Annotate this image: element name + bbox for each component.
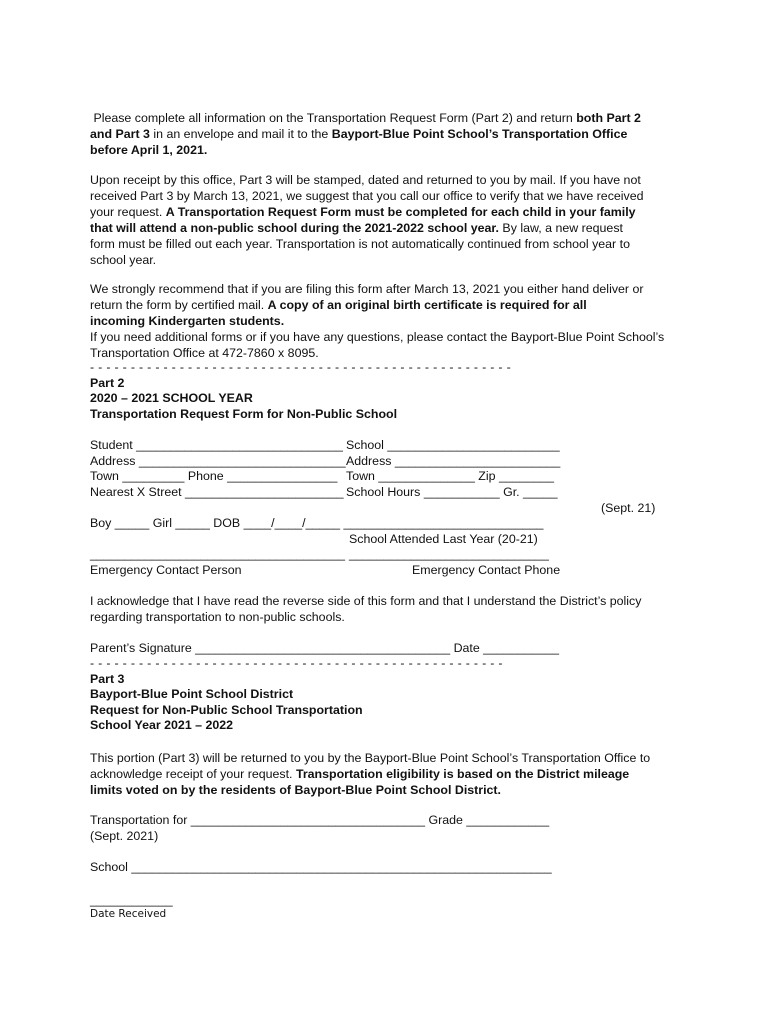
text-line <box>90 236 644 252</box>
part3-title: Request for Non-Public School Transportation <box>90 703 363 717</box>
text-line <box>90 172 644 188</box>
emergency-phone-label: Emergency Contact Phone <box>412 563 561 577</box>
text-line <box>90 281 664 297</box>
part3-heading: Part 3 <box>90 672 125 686</box>
text-run: school year. <box>90 253 157 267</box>
text-line <box>90 766 650 782</box>
student-field[interactable]: Student ______________________________ <box>90 438 343 452</box>
emergency-person-label: Emergency Contact Person <box>90 563 242 577</box>
text-line <box>90 188 644 204</box>
part2-heading: Part 2 <box>90 376 125 390</box>
emergency-person-field[interactable]: _____________________________________ <box>90 547 345 561</box>
acknowledgement-line-2: regarding transportation to non-public schools. <box>90 610 345 624</box>
divider-part2: - - - - - - - - - - - - - - - - - - - - - - - - - - - - - - - - - - - - - - - - - - - - - - - - - - - - <box>90 360 512 374</box>
text-run: This portion (Part 3) will be returned to you by the Bayport-Blue Point School’s Transportation Office to <box>90 751 651 765</box>
part3-sept-note: (Sept. 2021) <box>90 829 159 843</box>
text-run: Transportation Office at 472-7860 x 8095. <box>90 346 319 360</box>
part3-district: Bayport-Blue Point School District <box>90 687 294 701</box>
town-phone-field[interactable]: Town _________ Phone ________________ <box>90 469 338 483</box>
text-line <box>90 126 641 142</box>
text-run: received Part 3 by March 13, 2021, we suggest that you call our office to verify that we have received <box>90 189 644 203</box>
text-line <box>90 313 664 329</box>
nearest-street-field[interactable]: Nearest X Street _______________________ <box>90 485 344 499</box>
text-run: form must be filled out each year. Transportation is not automatically continued from school year to <box>90 237 630 251</box>
text-run: return the form by certified mail. <box>90 298 268 312</box>
intro-paragraph-3 <box>90 281 664 361</box>
transportation-for-field[interactable]: Transportation for __________________________________ Grade ____________ <box>90 813 550 827</box>
school-hours-grade-field[interactable]: School Hours ___________ Gr. _____ <box>346 485 558 499</box>
text-line <box>90 252 644 268</box>
bold-text: A Transportation Request Form must be completed for each child in your family <box>165 205 636 219</box>
text-run: If you need additional forms or if you have any questions, please contact the Bayport-Blue Point School’s <box>90 330 665 344</box>
school-field[interactable]: School _________________________ <box>346 438 560 452</box>
school-town-zip-field[interactable]: Town ______________ Zip ________ <box>346 469 555 483</box>
sept-note: (Sept. 21) <box>601 501 656 515</box>
boy-girl-dob-field[interactable]: Boy _____ Girl _____ DOB ____/____/_____ _____________________________ <box>90 516 544 530</box>
part3-school-field[interactable]: School _____________________________________________________________ <box>90 860 552 874</box>
acknowledgement-line-1: I acknowledge that I have read the reverse side of this form and that I understand the District’s policy <box>90 594 642 608</box>
bold-text: before April 1, 2021. <box>90 143 208 157</box>
text-run: acknowledge receipt of your request. <box>90 767 296 781</box>
part3-school-year: School Year 2021 – 2022 <box>90 718 234 732</box>
bold-text: both Part 2 <box>576 111 641 125</box>
text-line <box>90 297 664 313</box>
text-run: your request. <box>90 205 166 219</box>
date-received-label: Date Received <box>90 908 167 920</box>
text-line <box>90 142 641 158</box>
text-line <box>90 750 650 766</box>
text-line <box>90 329 664 345</box>
parent-signature-field[interactable]: Parent’s Signature _____________________________________ Date ___________ <box>90 641 559 655</box>
date-received-line: ____________ <box>90 893 173 907</box>
text-run: We strongly recommend that if you are filing this form after March 13, 2021 you either hand deliver or <box>90 282 644 296</box>
bold-text: incoming Kindergarten students. <box>90 314 285 328</box>
text-run: By law, a new request <box>498 221 623 235</box>
bold-text: Transportation eligibility is based on the District mileage <box>295 767 630 781</box>
bold-text: A copy of an original birth certificate is required for all <box>267 298 587 312</box>
intro-paragraph-2 <box>90 172 644 268</box>
divider-part3: - - - - - - - - - - - - - - - - - - - - - - - - - - - - - - - - - - - - - - - - - - - - - - - - - - - <box>90 656 503 670</box>
text-line <box>90 782 650 798</box>
bold-text: limits voted on by the residents of Bayport-Blue Point School District. <box>90 783 502 797</box>
bold-text: that will attend a non-public school during the 2021-2022 school year. <box>90 221 499 235</box>
school-address-field[interactable]: Address ________________________ <box>346 454 561 468</box>
text-run: Upon receipt by this office, Part 3 will be stamped, dated and returned to you by mail. If you have not <box>90 173 641 187</box>
emergency-phone-field[interactable]: _____________________________ <box>349 547 549 561</box>
text-run: in an envelope and mail it to the <box>149 127 332 141</box>
address-field[interactable]: Address ______________________________ <box>90 454 346 468</box>
text-line <box>90 220 644 236</box>
text-line <box>90 110 641 126</box>
bold-text: and Part 3 <box>90 127 150 141</box>
intro-paragraph-1 <box>90 110 641 158</box>
bold-text: Bayport-Blue Point School’s Transportation Office <box>331 127 628 141</box>
text-run: Please complete all information on the Transportation Request Form (Part 2) and return <box>90 111 577 125</box>
part2-title: Transportation Request Form for Non-Public School <box>90 407 398 421</box>
last-year-school-label: School Attended Last Year (20-21) <box>349 532 538 546</box>
text-line <box>90 204 644 220</box>
part3-body <box>90 750 650 798</box>
part2-school-year: 2020 – 2021 SCHOOL YEAR <box>90 391 253 405</box>
